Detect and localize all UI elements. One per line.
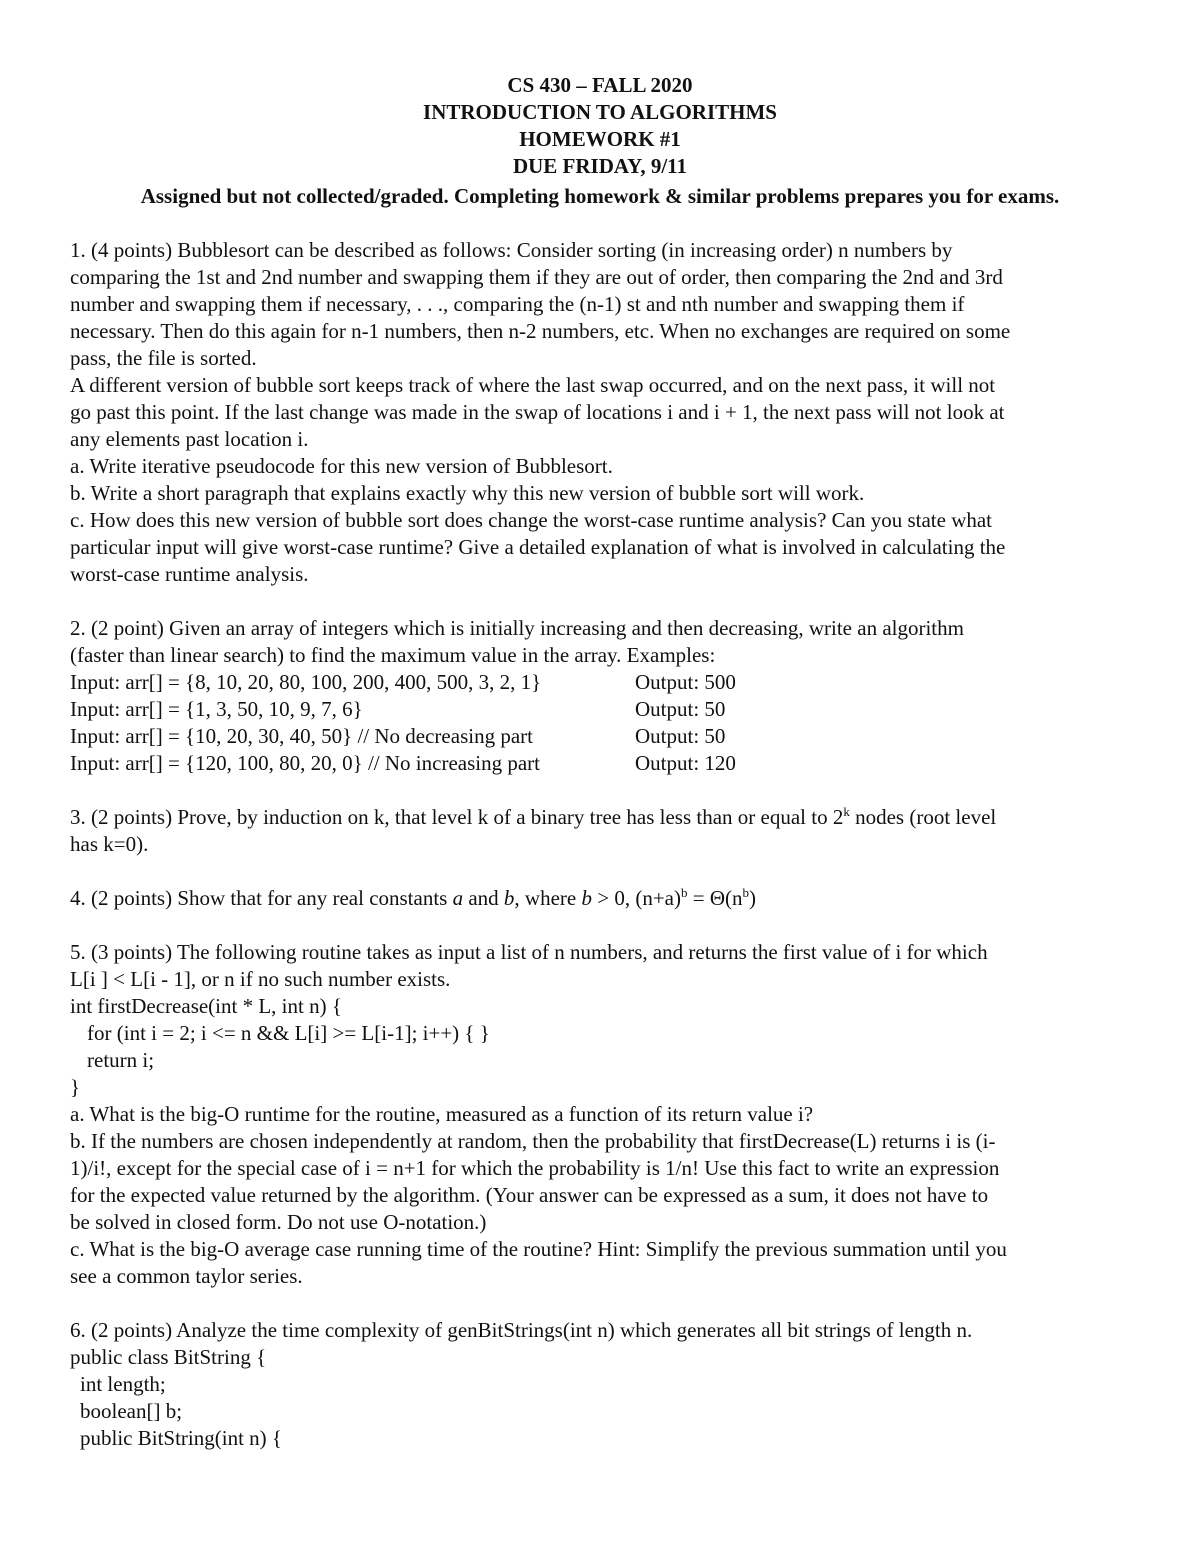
q1-line: pass, the file is sorted.: [70, 346, 257, 370]
q1-part-c: c. How does this new version of bubble sort does change the worst-case runtime analysis? Can you state what: [70, 508, 993, 532]
q3-line: has k=0).: [70, 832, 149, 856]
q1-line: any elements past location i.: [70, 427, 309, 451]
q3-text-end: nodes (root level: [849, 805, 997, 829]
code-line: public class BitString {: [70, 1345, 267, 1369]
q3-text: 3. (2 points) Prove, by induction on k, that level k of a binary tree has less than or equal to 2: [70, 805, 844, 829]
q4-exponent: b: [742, 885, 749, 900]
code-line: int length;: [80, 1372, 166, 1396]
example-output: Output: 500: [635, 670, 736, 694]
q1-line: comparing the 1st and 2nd number and swapping them if they are out of order, then comparing the 2nd and 3rd: [70, 265, 1003, 289]
question-6: [70, 1317, 1130, 1452]
course-title: CS 430 – FALL 2020: [507, 73, 693, 97]
q4-text: = Θ(n: [687, 886, 743, 910]
q3-exponent: k: [843, 804, 850, 819]
q5-line: be solved in closed form. Do not use O-notation.): [70, 1210, 487, 1234]
homework-number: HOMEWORK #1: [519, 127, 681, 151]
q5-line: 1)/i!, except for the special case of i = n+1 for which the probability is 1/n! Use this fact to write an expression: [70, 1156, 1000, 1180]
assignment-note: Assigned but not collected/graded. Completing homework & similar problems prepares you for exams.: [140, 184, 1060, 208]
q4-text: and: [463, 886, 504, 910]
q2-line: 2. (2 point) Given an array of integers which is initially increasing and then decreasing, write an algorithm: [70, 616, 964, 640]
example-input: Input: arr[] = {8, 10, 20, 80, 100, 200, 400, 500, 3, 2, 1}: [70, 670, 542, 694]
q5-part-c: c. What is the big-O average case running time of the routine? Hint: Simplify the previous summation until you: [70, 1237, 1007, 1261]
q4-var-b: b: [503, 886, 515, 910]
example-row: [70, 696, 1130, 723]
code-line: int firstDecrease(int * L, int n) {: [70, 994, 342, 1018]
course-name: INTRODUCTION TO ALGORITHMS: [423, 100, 777, 124]
question-3: [70, 804, 1130, 858]
q5-line: see a common taylor series.: [70, 1264, 303, 1288]
q6-line: 6. (2 points) Analyze the time complexity of genBitStrings(int n) which generates all bit strings of length n.: [70, 1318, 973, 1342]
q1-line: necessary. Then do this again for n-1 numbers, then n-2 numbers, etc. When no exchanges are required on some: [70, 319, 1011, 343]
q1-line: A different version of bubble sort keeps track of where the last swap occurred, and on the next pass, it will not: [70, 373, 996, 397]
q4-text: 4. (2 points) Show that for any real constants: [70, 886, 453, 910]
example-output: Output: 120: [635, 751, 736, 775]
example-input: Input: arr[] = {1, 3, 50, 10, 9, 7, 6}: [70, 697, 363, 721]
q4-text: > 0, (n+a): [591, 886, 681, 910]
q4-exponent: b: [680, 885, 688, 900]
q1-line: worst-case runtime analysis.: [70, 562, 309, 586]
example-row: [70, 723, 1130, 750]
q5-part-b: b. If the numbers are chosen independently at random, then the probability that firstDecrease(L) returns i is (i-: [70, 1129, 996, 1153]
q3-line: [70, 804, 1130, 831]
example-output: Output: 50: [635, 724, 726, 748]
q1-part-b: b. Write a short paragraph that explains exactly why this new version of bubble sort will work.: [70, 481, 865, 505]
code-line: boolean[] b;: [80, 1399, 183, 1423]
q5-line: L[i ] < L[i - 1], or n if no such number exists.: [70, 967, 451, 991]
q5-line: for the expected value returned by the algorithm. (Your answer can be expressed as a sum, it does not have to: [70, 1183, 989, 1207]
q1-line: 1. (4 points) Bubblesort can be described as follows: Consider sorting (in increasing order) n numbers by: [70, 238, 953, 262]
example-input: Input: arr[] = {10, 20, 30, 40, 50} // No decreasing part: [70, 724, 533, 748]
example-input: Input: arr[] = {120, 100, 80, 20, 0} // No increasing part: [70, 751, 540, 775]
q1-part-a: a. Write iterative pseudocode for this new version of Bubblesort.: [70, 454, 613, 478]
due-date: DUE FRIDAY, 9/11: [512, 154, 688, 178]
question-2: [70, 615, 1130, 777]
q1-line: go past this point. If the last change was made in the swap of locations i and i + 1, the next pass will not look at: [70, 400, 1005, 424]
example-row: [70, 750, 1130, 777]
q1-line: number and swapping them if necessary, . . ., comparing the (n-1) st and nth number and swapping them if: [70, 292, 965, 316]
question-5: [70, 939, 1130, 1290]
question-4: [70, 885, 1130, 912]
q2-line: (faster than linear search) to find the maximum value in the array. Examples:: [70, 643, 716, 667]
q4-var-a: a: [452, 886, 464, 910]
document-header: [70, 72, 1130, 210]
example-output: Output: 50: [635, 697, 726, 721]
example-row: [70, 669, 1130, 696]
code-line: }: [70, 1075, 81, 1099]
q4-var-b: b: [581, 886, 592, 910]
question-1: [70, 237, 1130, 588]
q4-line: [70, 885, 1130, 912]
q5-line: 5. (3 points) The following routine takes as input a list of n numbers, and returns the first value of i for which: [70, 940, 988, 964]
q5-part-a: a. What is the big-O runtime for the routine, measured as a function of its return value i?: [70, 1102, 814, 1126]
q4-text: , where: [514, 886, 582, 910]
code-line: return i;: [87, 1048, 155, 1072]
code-line: for (int i = 2; i <= n && L[i] >= L[i-1]; i++) { }: [87, 1021, 490, 1045]
q1-line: particular input will give worst-case runtime? Give a detailed explanation of what is involved in calculating the: [70, 535, 1006, 559]
q4-text: ): [749, 886, 756, 910]
code-line: public BitString(int n) {: [80, 1426, 282, 1450]
